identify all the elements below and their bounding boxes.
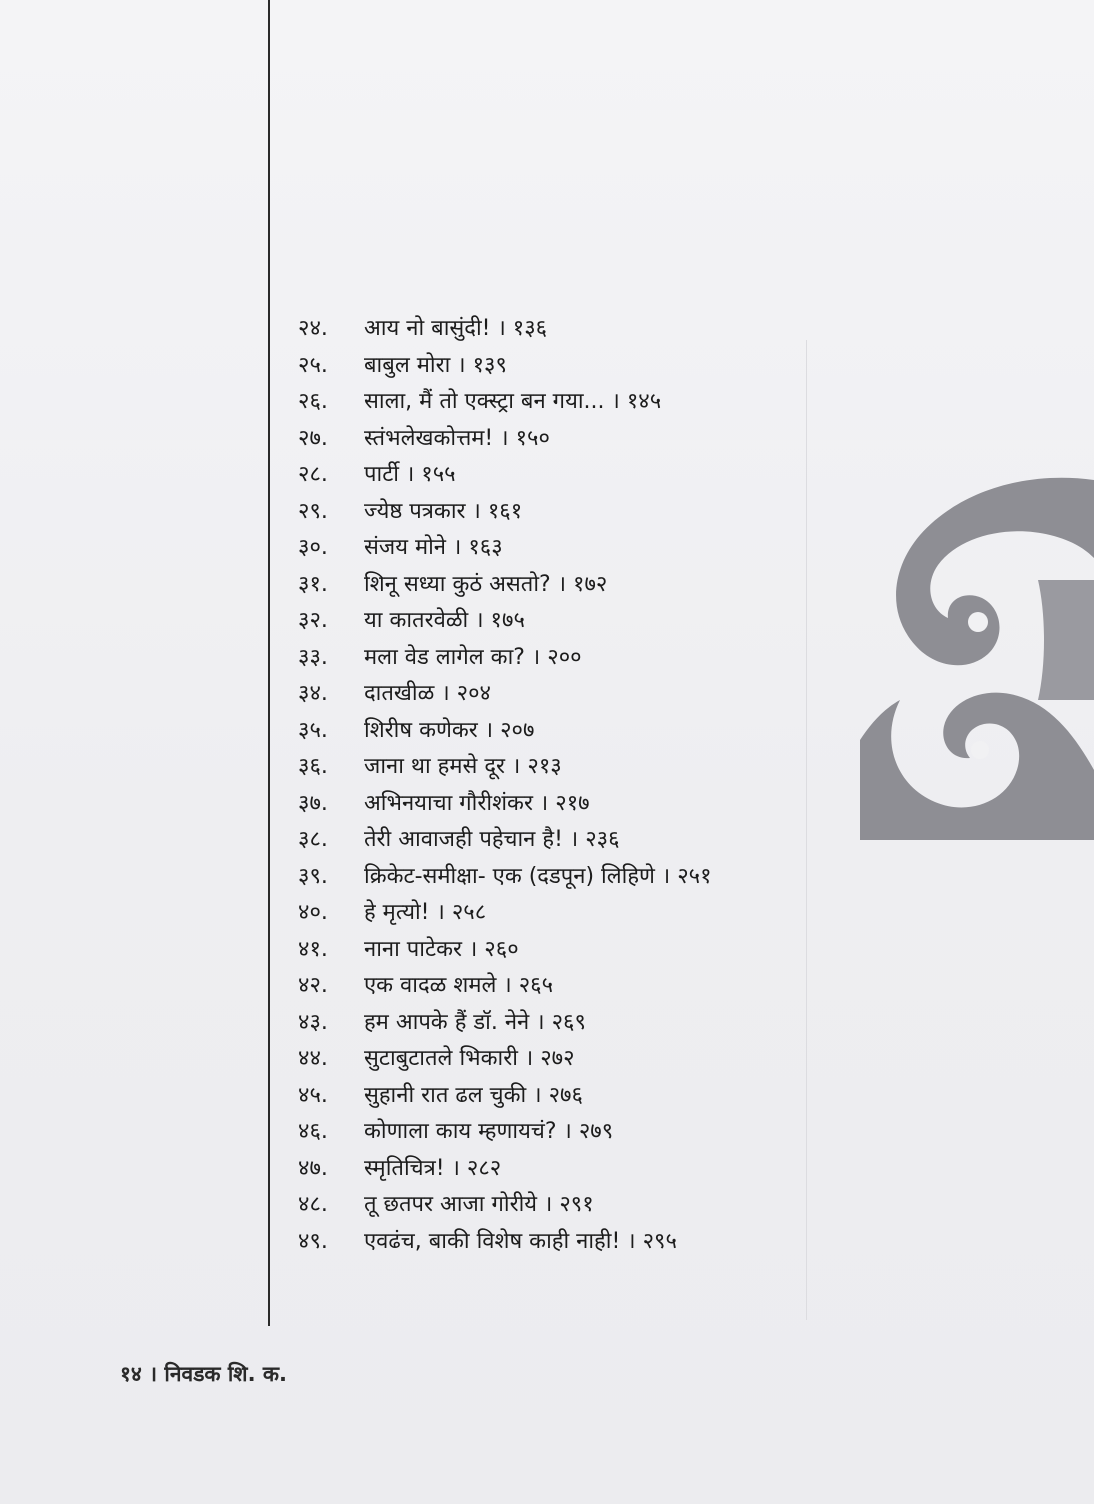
entry-title-page: एक वादळ शमले । २६५ xyxy=(364,973,554,999)
entry-number: २९. xyxy=(298,498,328,524)
toc-entry-33 xyxy=(298,638,712,675)
entry-title-page: कोणाला काय म्हणायचं? । २७९ xyxy=(364,1119,614,1145)
entry-title-page: शिरीष कणेकर । २०७ xyxy=(364,717,535,743)
toc-entry-41 xyxy=(298,930,712,967)
entry-number: ३४. xyxy=(298,681,328,707)
entry-number: ३०. xyxy=(298,535,328,561)
toc-entry-28 xyxy=(298,455,712,492)
entry-number: ४३. xyxy=(298,1009,328,1035)
entry-number: २६. xyxy=(298,389,328,415)
entry-title-page: या कातरवेळी । १७५ xyxy=(364,608,525,634)
entry-title-page: ज्येष्ठ पत्रकार । १६१ xyxy=(364,498,523,524)
entry-title-page: पार्टी । १५५ xyxy=(364,462,456,488)
entry-title-page: हम आपके हैं डॉ. नेने । २६९ xyxy=(364,1009,586,1035)
toc-entry-27 xyxy=(298,419,712,456)
toc-entry-39 xyxy=(298,857,712,894)
entry-title-page: बाबुल मोरा । १३९ xyxy=(364,352,507,378)
entry-title-page: हे मृत्यो! । २५८ xyxy=(364,900,487,926)
entry-title-page: सुहानी रात ढल चुकी । २७६ xyxy=(364,1082,583,1108)
entry-number: ४१. xyxy=(298,936,328,962)
entry-number: ४६. xyxy=(298,1119,328,1145)
entry-title-page: जाना था हमसे दूर । २१३ xyxy=(364,754,562,780)
entry-title-page: आय नो बासुंदी! । १३६ xyxy=(364,316,548,342)
toc-entry-26 xyxy=(298,382,712,419)
toc-entry-31 xyxy=(298,565,712,602)
toc-entry-30 xyxy=(298,528,712,565)
toc-entry-38 xyxy=(298,820,712,857)
entry-title-page: अभिनयाचा गौरीशंकर । २१७ xyxy=(364,790,590,816)
entry-number: ३६. xyxy=(298,754,328,780)
entry-title-page: दातखीळ । २०४ xyxy=(364,681,491,707)
show-through-rule xyxy=(806,340,807,1320)
entry-title-page: स्तंभलेखकोत्तम! । १५० xyxy=(364,425,550,451)
entry-number: २४. xyxy=(298,316,328,342)
toc-entry-42 xyxy=(298,966,712,1003)
entry-number: २७. xyxy=(298,425,328,451)
toc-entry-47 xyxy=(298,1149,712,1186)
entry-title-page: एवढंच, बाकी विशेष काही नाही! । २९५ xyxy=(364,1228,677,1254)
toc-entry-48 xyxy=(298,1185,712,1222)
toc-entry-36 xyxy=(298,747,712,784)
toc-entry-35 xyxy=(298,711,712,748)
entry-title-page: तेरी आवाजही पहेचान है! । २३६ xyxy=(364,827,620,853)
entry-number: २८. xyxy=(298,462,328,488)
vertical-rule xyxy=(268,0,270,1326)
toc-entry-25 xyxy=(298,346,712,383)
entry-number: ४८. xyxy=(298,1192,328,1218)
entry-title-page: सुटाबुटातले भिकारी । २७२ xyxy=(364,1046,575,1072)
entry-title-page: तू छतपर आजा गोरीये । २९१ xyxy=(364,1192,594,1218)
toc-entry-44 xyxy=(298,1039,712,1076)
entry-number: २५. xyxy=(298,352,328,378)
decorative-letter-ornament xyxy=(860,440,1094,840)
entry-number: ४७. xyxy=(298,1155,328,1181)
toc-entry-24 xyxy=(298,309,712,346)
entry-number: ४२. xyxy=(298,973,328,999)
entry-number: ३७. xyxy=(298,790,328,816)
entry-number: ३१. xyxy=(298,571,328,597)
entry-number: ४४. xyxy=(298,1046,328,1072)
toc-entry-49 xyxy=(298,1222,712,1259)
entry-title-page: साला, मैं तो एक्स्ट्रा बन गया... । १४५ xyxy=(364,389,662,415)
toc-entry-40 xyxy=(298,893,712,930)
toc-entry-34 xyxy=(298,674,712,711)
toc-entry-45 xyxy=(298,1076,712,1113)
entry-number: ३८. xyxy=(298,827,328,853)
page-footer: १४ । निवडक शि. क. xyxy=(120,1362,287,1386)
toc-entry-43 xyxy=(298,1003,712,1040)
toc-entry-32 xyxy=(298,601,712,638)
entry-title-page: स्मृतिचित्र! । २८२ xyxy=(364,1155,502,1181)
entry-number: ४०. xyxy=(298,900,328,926)
entry-title-page: क्रिकेट-समीक्षा- एक (दडपून) लिहिणे । २५१ xyxy=(364,863,712,889)
entry-number: ४५. xyxy=(298,1082,328,1108)
entry-number: ३२. xyxy=(298,608,328,634)
table-of-contents xyxy=(298,309,712,1258)
entry-title-page: नाना पाटेकर । २६० xyxy=(364,936,519,962)
toc-entry-46 xyxy=(298,1112,712,1149)
toc-entry-37 xyxy=(298,784,712,821)
entry-number: ३९. xyxy=(298,863,328,889)
toc-entry-29 xyxy=(298,492,712,529)
entry-title-page: संजय मोने । १६३ xyxy=(364,535,503,561)
entry-number: ४९. xyxy=(298,1228,328,1254)
entry-number: ३५. xyxy=(298,717,328,743)
entry-title-page: शिनू सध्या कुठं असतो? । १७२ xyxy=(364,571,608,597)
entry-number: ३३. xyxy=(298,644,328,670)
entry-title-page: मला वेड लागेल का? । २०० xyxy=(364,644,582,670)
